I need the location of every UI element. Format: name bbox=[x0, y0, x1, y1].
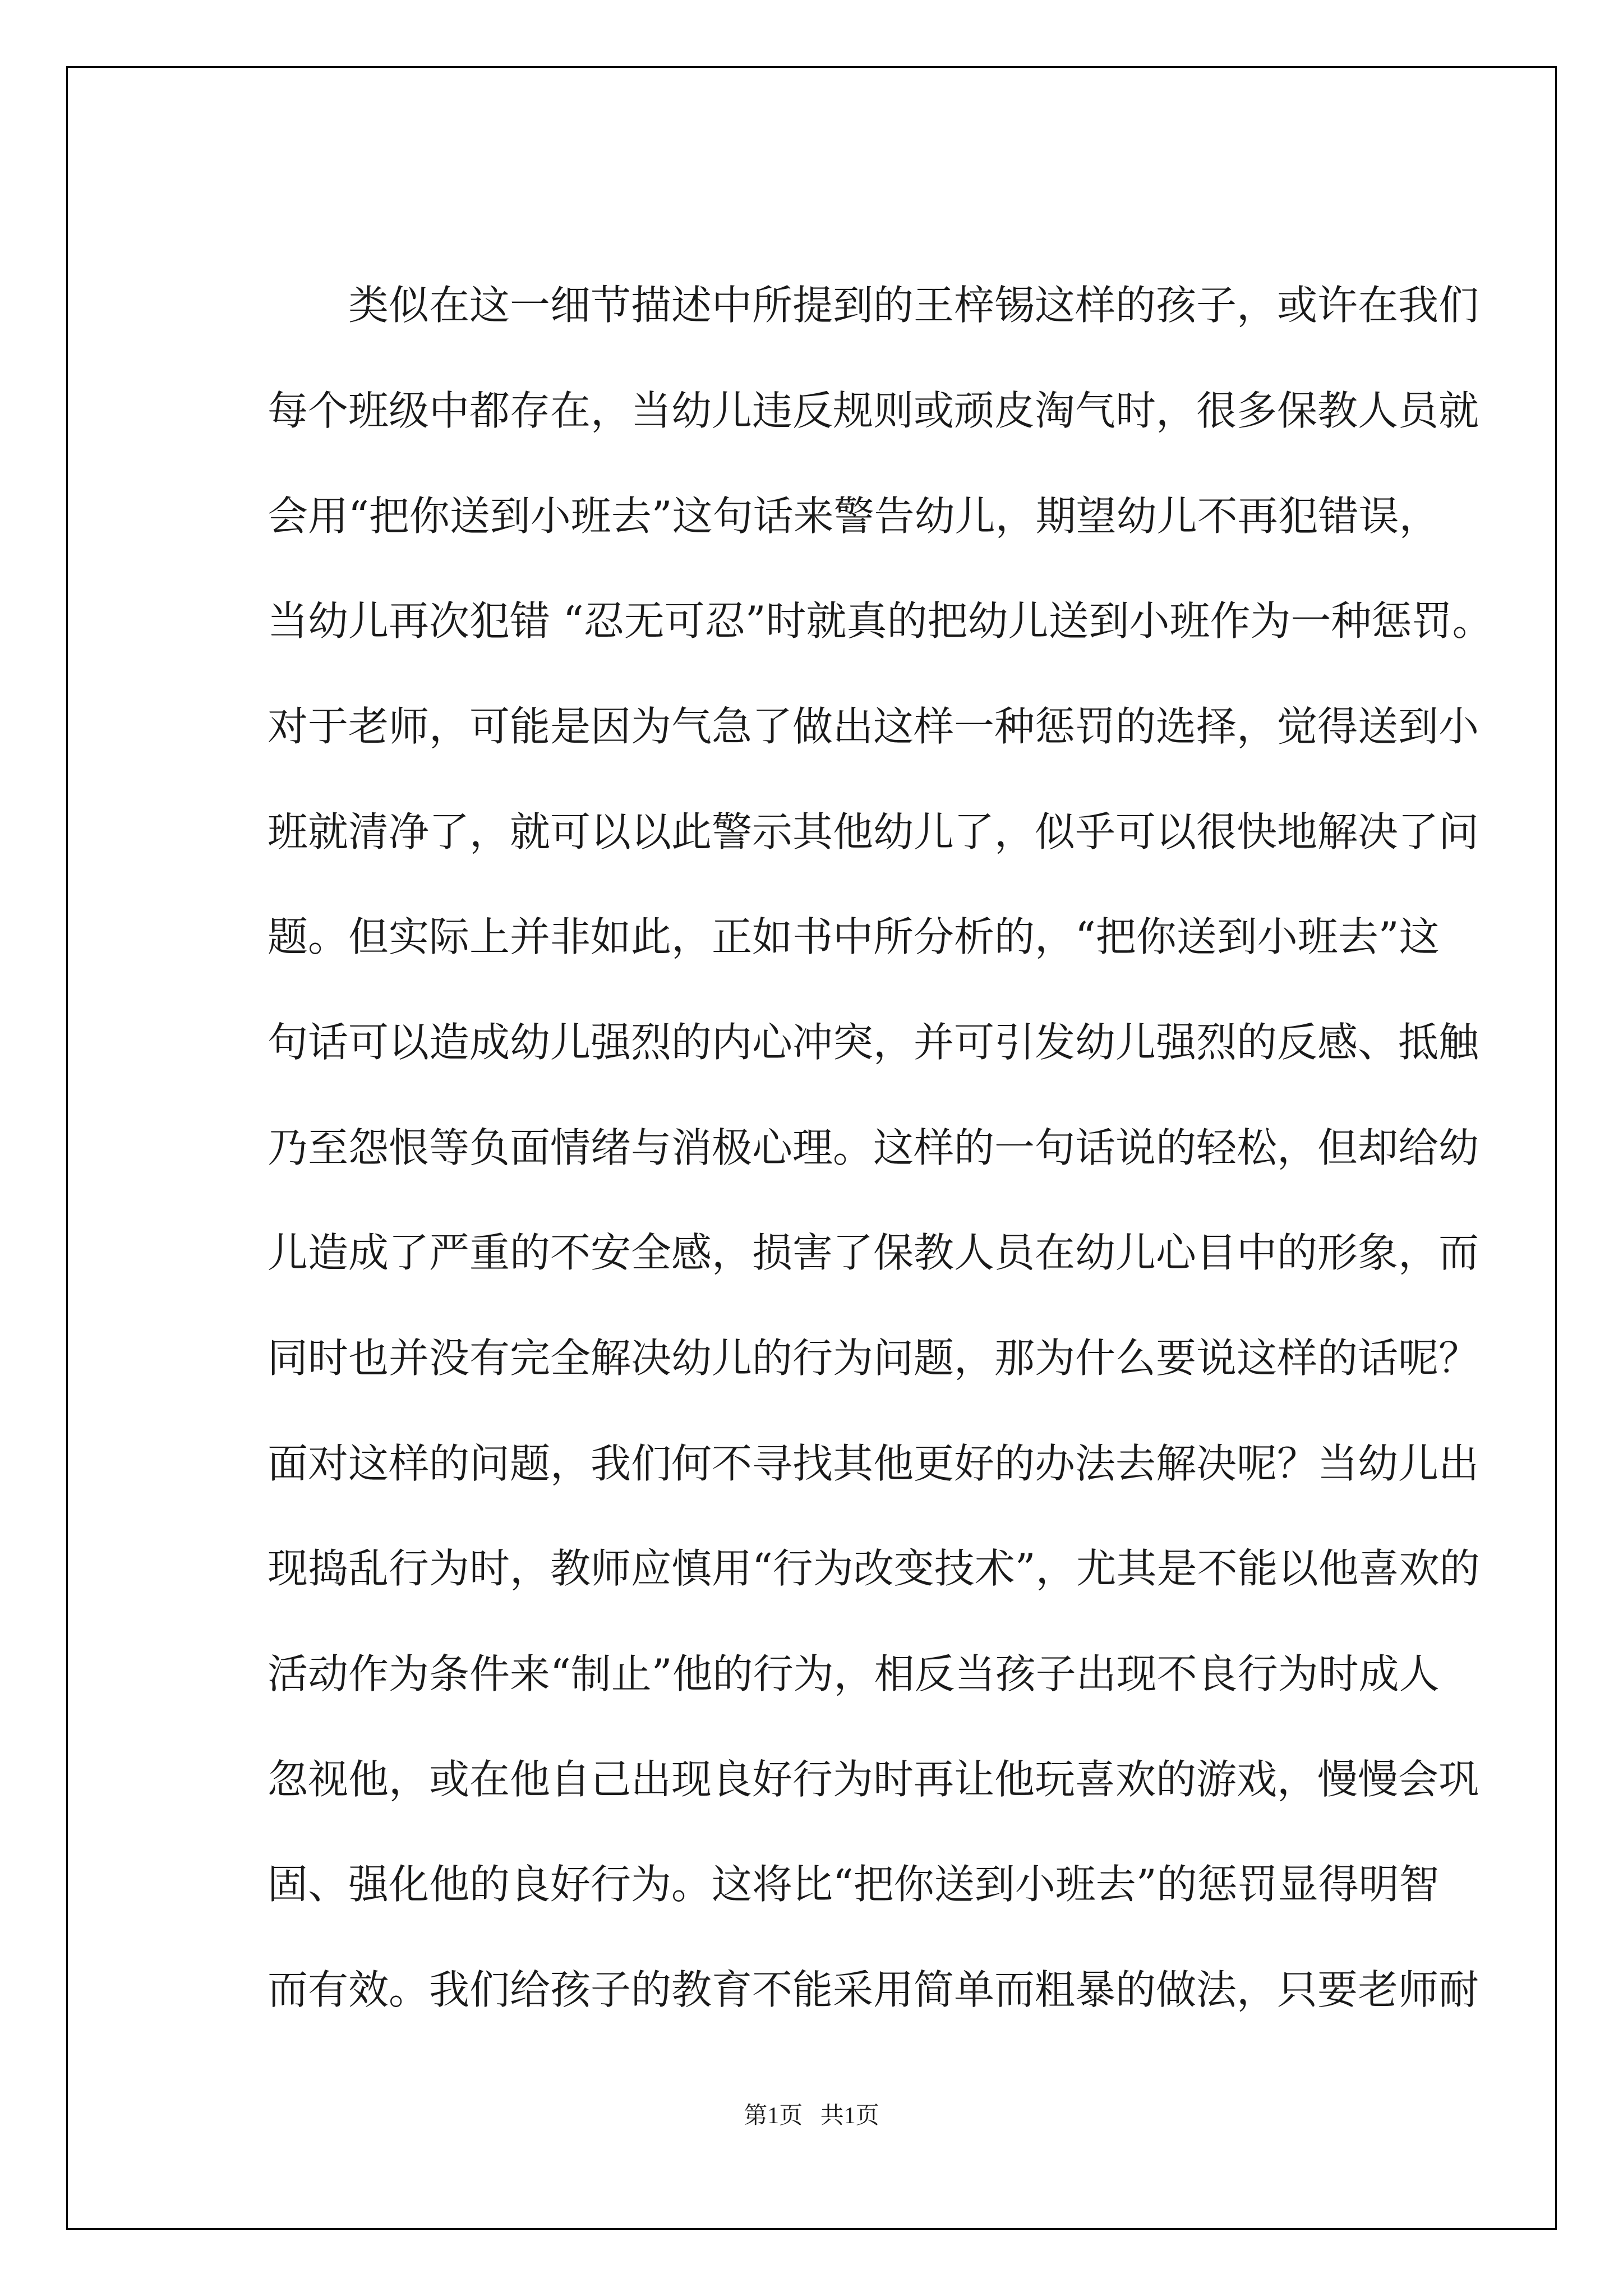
paragraph-line: 当幼儿再次犯错 “忍无可忍”时就真的把幼儿送到小班作为一种惩罚。 bbox=[268, 597, 1493, 645]
paragraph-line: 类似在这一细节描述中所提到的王梓锡这样的孩子，或许在我们 bbox=[268, 282, 1479, 329]
paragraph-line: 面对这样的问题，我们何不寻找其他更好的办法去解决呢？当幼儿出 bbox=[268, 1440, 1479, 1487]
paragraph-line: 现捣乱行为时，教师应慎用“行为改变技术”，尤其是不能以他喜欢的 bbox=[268, 1545, 1480, 1592]
page-border bbox=[66, 66, 1557, 2230]
paragraph-line: 句话可以造成幼儿强烈的内心冲突，并可引发幼儿强烈的反感、抵触 bbox=[268, 1019, 1479, 1066]
paragraph-line: 同时也并没有完全解决幼儿的行为问题，那为什么要说这样的话呢？ bbox=[268, 1335, 1479, 1382]
paragraph-line: 对于老师，可能是因为气急了做出这样一种惩罚的选择，觉得送到小 bbox=[268, 703, 1479, 750]
paragraph-line: 而有效。我们给孩子的教育不能采用简单而粗暴的做法，只要老师耐 bbox=[268, 1966, 1479, 2013]
paragraph-line: 会用“把你送到小班去”这句话来警告幼儿，期望幼儿不再犯错误， bbox=[268, 493, 1440, 540]
paragraph-line: 活动作为条件来“制止”他的行为，相反当孩子出现不良行为时成人 bbox=[268, 1650, 1440, 1697]
paragraph-line: 班就清净了，就可以以此警示其他幼儿了，似乎可以很快地解决了问 bbox=[268, 808, 1479, 855]
page-number: 第1页 bbox=[744, 2103, 803, 2129]
paragraph-line: 固、强化他的良好行为。这将比“把你送到小班去”的惩罚显得明智 bbox=[268, 1861, 1440, 1908]
paragraph-line: 乃至怨恨等负面情绪与消极心理。这样的一句话说的轻松，但却给幼 bbox=[268, 1124, 1479, 1171]
paragraph-line: 儿造成了严重的不安全感，损害了保教人员在幼儿心目中的形象，而 bbox=[268, 1229, 1479, 1276]
total-pages: 共1页 bbox=[820, 2103, 879, 2129]
paragraph-line: 忽视他，或在他自己出现良好行为时再让他玩喜欢的游戏，慢慢会巩 bbox=[268, 1756, 1479, 1803]
paragraph-line: 题。但实际上并非如此，正如书中所分析的，“把你送到小班去”这 bbox=[268, 913, 1440, 960]
body-text bbox=[68, 68, 1555, 2228]
page-footer bbox=[0, 2100, 1623, 2132]
paragraph-line: 每个班级中都存在，当幼儿违反规则或顽皮淘气时，很多保教人员就 bbox=[268, 387, 1479, 434]
